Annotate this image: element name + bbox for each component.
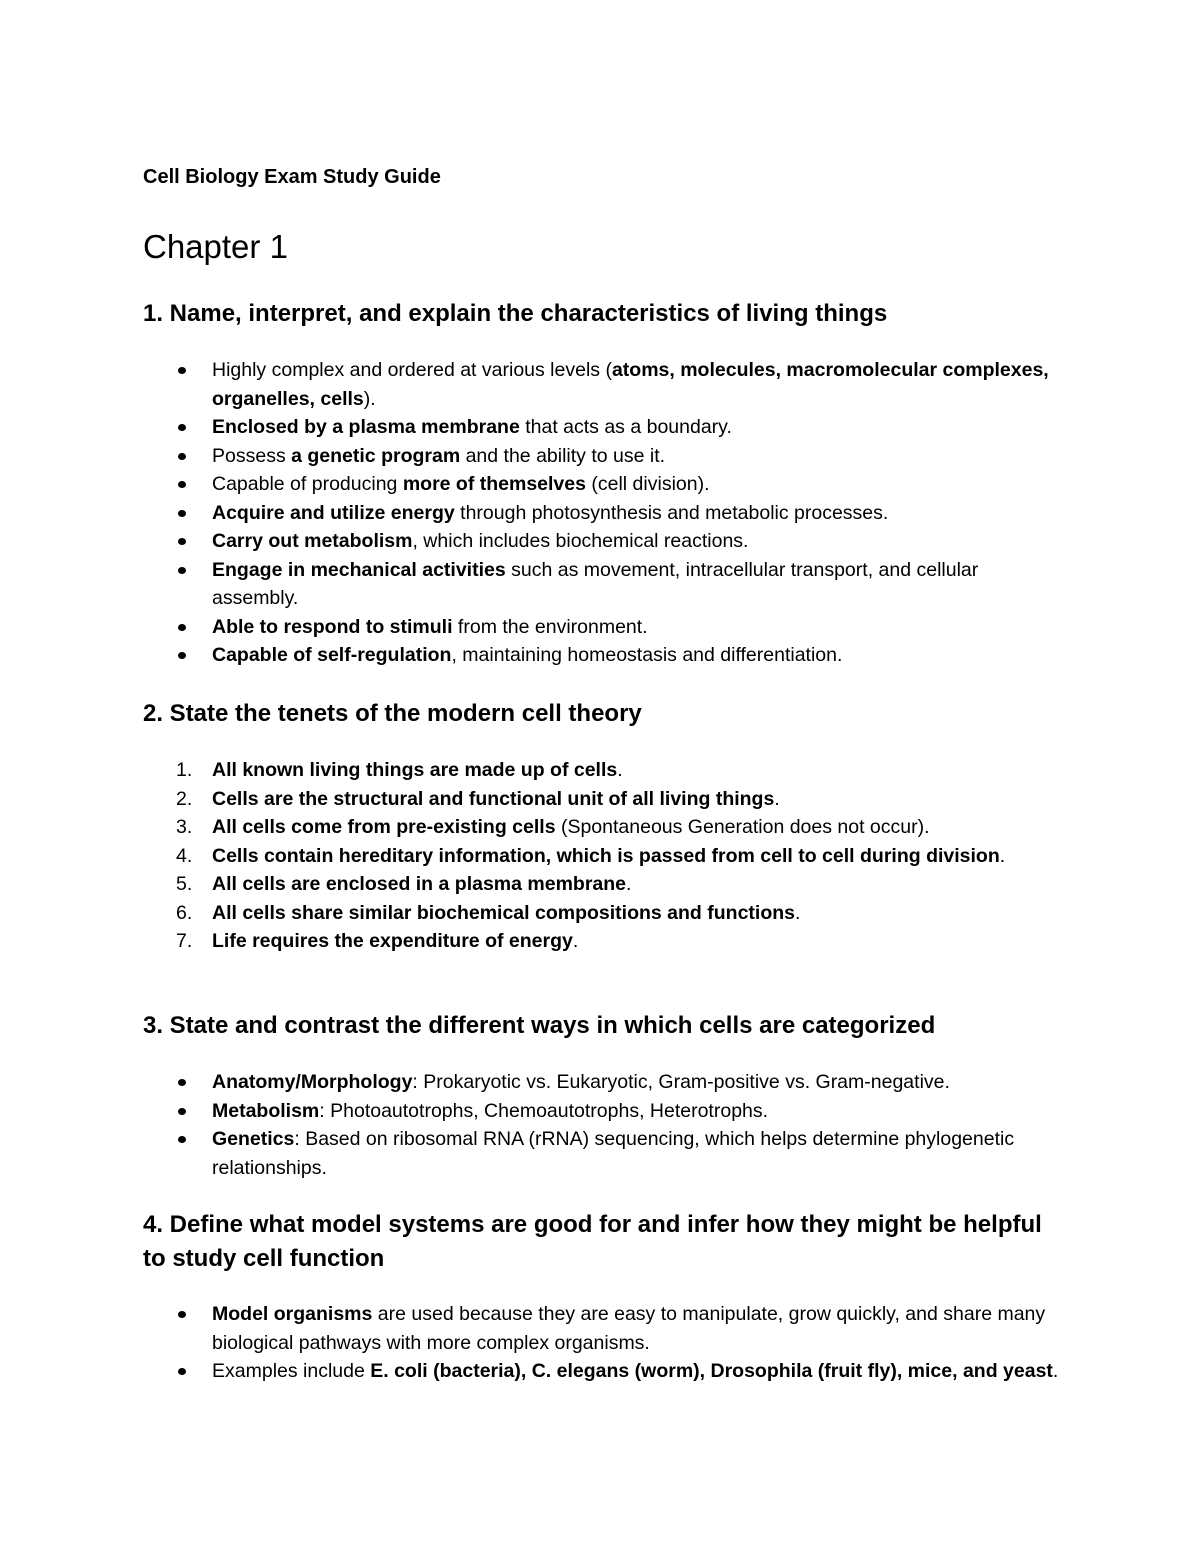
body-text: . <box>795 901 801 924</box>
list-item <box>143 1125 1063 1182</box>
list-number: 5. <box>176 873 193 895</box>
document-title: Cell Biology Exam Study Guide <box>143 166 441 188</box>
list-number: 6. <box>176 901 193 924</box>
cell-theory-list <box>143 756 1063 956</box>
list-item <box>143 356 1063 413</box>
bold-text: Model organisms <box>212 1303 373 1325</box>
bold-text: All cells are enclosed in a plasma membrane <box>212 873 627 895</box>
section-heading-2: 2. State the tenets of the modern cell theory <box>143 700 642 727</box>
list-item <box>143 870 1063 899</box>
body-text: : Prokaryotic vs. Eukaryotic, Gram-positive vs. Gram-negative. <box>412 1071 950 1093</box>
model-systems-list <box>143 1300 1063 1386</box>
section-heading-4: 4. Define what model systems are good for and infer how they might be helpful to study cell function <box>143 1211 1042 1272</box>
bold-text: Metabolism <box>212 1099 320 1122</box>
list-item <box>143 899 1063 928</box>
bold-text: Anatomy/Morphology <box>212 1071 413 1093</box>
bullet-icon <box>178 624 186 631</box>
body-text: : Photoautotrophs, Chemoautotrophs, Heterotrophs. <box>319 1099 769 1122</box>
body-text: Highly complex and ordered at various levels ( <box>212 359 612 381</box>
bold-text: All cells share similar biochemical compositions and functions <box>212 901 795 924</box>
body-text: , which includes biochemical reactions. <box>412 530 749 552</box>
list-item <box>143 785 1063 814</box>
bullet-icon <box>178 1108 186 1115</box>
body-text: . <box>617 759 623 781</box>
list-item <box>143 1097 1063 1126</box>
bold-text: Life requires the expenditure of energy <box>212 930 573 952</box>
bold-text: Carry out metabolism <box>212 530 413 552</box>
body-text: . <box>572 930 579 952</box>
section-heading-1: 1. Name, interpret, and explain the characteristics of living things <box>143 300 888 327</box>
list-number: 1. <box>176 759 193 781</box>
bold-text: All known living things are made up of cells <box>212 759 618 781</box>
characteristics-list <box>143 356 1063 670</box>
body-text: (cell division). <box>585 473 710 495</box>
list-number: 4. <box>176 844 193 867</box>
bold-text: more of themselves <box>402 473 586 495</box>
list-item <box>143 613 1063 642</box>
body-text: from the environment. <box>452 615 648 638</box>
bullet-icon <box>178 1079 186 1086</box>
list-item <box>143 413 1063 442</box>
body-text: Capable of producing <box>212 473 403 495</box>
body-text: . <box>774 787 780 810</box>
bold-text: Enclosed by a plasma membrane <box>212 416 520 438</box>
list-item <box>143 927 1063 956</box>
bold-text: a genetic program <box>291 444 461 467</box>
list-item <box>143 470 1063 499</box>
list-item <box>143 641 1063 670</box>
list-item <box>143 499 1063 528</box>
bullet-icon <box>178 1311 186 1318</box>
body-text: are used because they are easy to manipulate, grow quickly, and share many biological pathways with more complex organisms. <box>212 1303 1046 1354</box>
bullet-icon <box>178 567 186 574</box>
list-number: 3. <box>176 816 193 838</box>
categorization-list <box>143 1068 1063 1182</box>
list-item <box>143 1357 1063 1386</box>
body-text: and the ability to use it. <box>460 444 666 467</box>
bullet-icon <box>178 481 186 488</box>
list-item <box>143 756 1063 785</box>
body-text: . <box>1052 1360 1059 1382</box>
body-text: through photosynthesis and metabolic processes. <box>454 501 889 524</box>
body-text: such as movement, intracellular transport, and cellular assembly. <box>212 558 979 609</box>
bold-text: Engage in mechanical activities <box>212 558 506 581</box>
bold-text: Able to respond to stimuli <box>212 615 453 638</box>
list-item <box>143 527 1063 556</box>
bullet-icon <box>178 1136 186 1143</box>
bold-text: Capable of self-regulation <box>212 644 452 666</box>
bold-text: Genetics <box>212 1128 295 1150</box>
bullet-icon <box>178 510 186 517</box>
bullet-icon <box>178 453 186 460</box>
bold-text: Cells contain hereditary information, which is passed from cell to cell during division <box>212 844 1000 867</box>
body-text: (Spontaneous Generation does not occur). <box>555 816 930 838</box>
bold-text: Acquire and utilize energy <box>212 501 455 524</box>
body-text: Possess <box>212 444 292 467</box>
bullet-icon <box>178 367 186 374</box>
bold-text: E. coli (bacteria), C. elegans (worm), Drosophila (fruit fly), mice, and yeast <box>370 1360 1053 1382</box>
bullet-icon <box>178 424 186 431</box>
list-item <box>143 842 1063 871</box>
section-heading-3: 3. State and contrast the different ways in which cells are categorized <box>143 1012 936 1039</box>
list-item <box>143 556 1063 613</box>
bullet-icon <box>178 538 186 545</box>
list-item <box>143 1068 1063 1097</box>
bullet-icon <box>178 652 186 659</box>
list-number: 7. <box>176 930 193 952</box>
body-text: . <box>999 844 1006 867</box>
list-item <box>143 1300 1063 1357</box>
bold-text: atoms, molecules, macromolecular complexes, organelles, cells <box>212 359 1049 410</box>
body-text: . <box>626 873 632 895</box>
list-item <box>143 442 1063 471</box>
body-text: ). <box>363 387 376 410</box>
body-text: that acts as a boundary. <box>519 416 732 438</box>
body-text: , maintaining homeostasis and differentiation. <box>451 644 843 666</box>
body-text: : Based on ribosomal RNA (rRNA) sequencing, which helps determine phylogenetic relationships. <box>212 1128 1015 1179</box>
bullet-icon <box>178 1368 186 1375</box>
list-number: 2. <box>176 787 193 810</box>
body-text: Examples include <box>212 1360 371 1382</box>
list-item <box>143 813 1063 842</box>
bold-text: Cells are the structural and functional unit of all living things <box>212 787 775 810</box>
bold-text: All cells come from pre-existing cells <box>212 816 556 838</box>
chapter-heading: Chapter 1 <box>143 228 288 265</box>
